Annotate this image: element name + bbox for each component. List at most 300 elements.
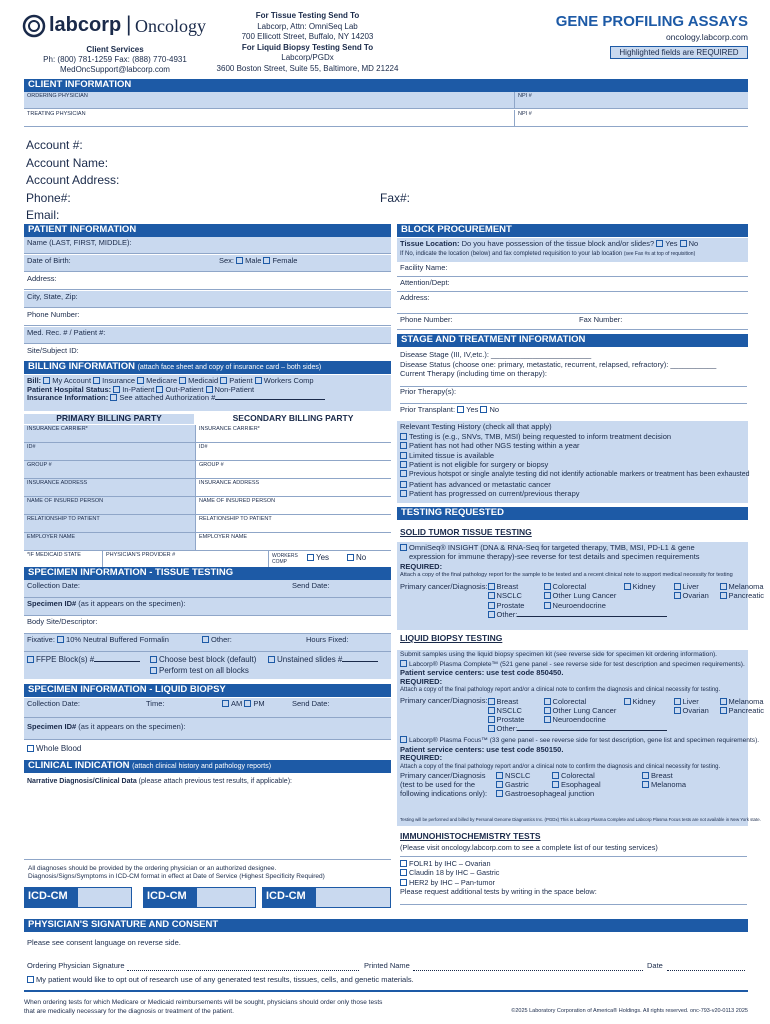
cancer-option: Melanoma: [728, 582, 764, 592]
history-checkbox[interactable]: [400, 481, 407, 488]
fixative-label: Fixative:: [27, 635, 55, 644]
client-info-header: CLIENT INFORMATION: [24, 79, 748, 92]
signature-header: PHYSICIAN'S SIGNATURE AND CONSENT: [24, 919, 748, 932]
cancer-option: Gastroesophageal junction: [505, 789, 595, 799]
cancer-checkbox[interactable]: [720, 707, 727, 714]
authorization-label: Authorization #: [165, 393, 216, 403]
cancer-option: Ovarian: [682, 705, 709, 715]
tissue-send-line1: Labcorp, Attn: OmniSeq Lab: [257, 21, 358, 31]
billing-title: BILLING INFORMATION: [28, 361, 135, 372]
secondary-insured-name[interactable]: NAME OF INSURED PERSON: [195, 497, 391, 515]
history-checkbox[interactable]: [400, 461, 407, 468]
dob-label: Date of Birth:: [27, 256, 71, 265]
patient-name-field[interactable]: Name (LAST, FIRST, MIDDLE):: [24, 237, 391, 254]
history-item: Patient is not eligible for surgery or biopsy: [409, 460, 549, 470]
bill-option: Medicare: [146, 376, 178, 385]
collection-date-label: Collection Date:: [27, 581, 80, 590]
cancer-option: Kidney: [632, 696, 656, 706]
formalin-checkbox[interactable]: [57, 636, 64, 643]
omniseq-checkbox[interactable]: [400, 544, 407, 551]
tissue-send-line2: 700 Ellicott Street, Buffalo, NY 14203: [241, 32, 374, 41]
hospital-option: In-Patient: [122, 384, 155, 394]
solid-tumor-title: SOLID TUMOR TISSUE TESTING: [400, 527, 532, 537]
ihc-title: IMMUNOHISTOCHEMISTRY TESTS: [400, 831, 541, 841]
bill-medicare-checkbox[interactable]: [137, 377, 144, 384]
current-therapy[interactable]: Current Therapy (including time on therapy):: [400, 369, 548, 379]
primary-billing-label: PRIMARY BILLING PARTY: [24, 414, 194, 424]
tissue-specimen-id-field[interactable]: [24, 598, 391, 616]
cancer-option: Colorectal: [552, 582, 587, 592]
tissue-location-field: [397, 238, 748, 262]
ihc-item: Claudin 18 by IHC – Gastric: [409, 868, 500, 877]
transplant-yes-checkbox[interactable]: [457, 406, 464, 413]
block-procurement-header: BLOCK PROCUREMENT: [397, 224, 748, 237]
transplant-no-checkbox[interactable]: [480, 406, 487, 413]
folr1-checkbox[interactable]: [400, 860, 407, 867]
icd-cm-label-1: ICD-CM: [24, 887, 77, 908]
bill-my-account-checkbox[interactable]: [43, 377, 50, 384]
bill-medicaid-checkbox[interactable]: [179, 377, 186, 384]
specimen-id-note: (as it appears on the specimen):: [78, 599, 186, 608]
cancer-option: Other:: [496, 609, 518, 619]
history-item: Patient has advanced or metastatic cancer: [409, 479, 551, 489]
liquid-send-date-label: Send Date:: [292, 699, 330, 708]
possession-no-checkbox[interactable]: [680, 240, 687, 247]
cancer-option: Breast: [496, 696, 519, 706]
liquid-biopsy-title: LIQUID BIOPSY TESTING: [400, 633, 503, 643]
secondary-relationship[interactable]: RELATIONSHIP TO PATIENT: [195, 515, 391, 533]
female-label: Female: [272, 256, 298, 265]
send-date-label: Send Date:: [292, 581, 330, 590]
unstained-label: Unstained slides #: [277, 655, 343, 664]
cancer-checkbox[interactable]: [624, 583, 631, 590]
cancer-option: Neuroendocrine: [552, 600, 606, 610]
history-checkbox[interactable]: [400, 490, 407, 497]
relevant-testing-label: Relevant Testing History (check all that apply): [400, 422, 552, 431]
signature-line[interactable]: [27, 962, 747, 972]
client-services-phone: Ph: (800) 781-1259 Fax: (888) 770-4931: [43, 55, 187, 64]
cancer-option: Liver: [682, 582, 699, 592]
block-address-field[interactable]: Address:: [397, 292, 748, 314]
relevant-testing-history: [397, 421, 748, 503]
provider-number-field[interactable]: PHYSICIAN'S PROVIDER #: [102, 551, 268, 568]
patient-address-field[interactable]: Address:: [24, 273, 391, 290]
cancer-option: Gastric: [505, 780, 529, 790]
history-item: Patient has progressed on current/previous therapy: [409, 489, 580, 499]
history-item: Limited tissue is available: [409, 450, 495, 460]
solid-tumor-section: [397, 542, 764, 630]
cancer-checkbox[interactable]: [488, 716, 495, 723]
cancer-option: Kidney: [632, 582, 656, 592]
npi-field-2[interactable]: NPI #: [514, 110, 748, 127]
primary-insurance-address[interactable]: INSURANCE ADDRESS: [24, 479, 195, 497]
submit-instruction: Submit samples using the liquid biopsy specimen kit (see reverse side for specimen kit ordering information).: [400, 651, 718, 658]
account-phone: Phone#:: [26, 190, 71, 205]
npi-field-1[interactable]: NPI #: [514, 92, 748, 109]
cancer-option: NSCLC: [505, 771, 531, 781]
ihc-request-line[interactable]: [400, 897, 747, 905]
biopsy-send-line1: Labcorp/PGDx: [281, 53, 334, 62]
narrative-field[interactable]: [24, 774, 391, 860]
logo-text: labcorp: [49, 14, 122, 36]
patient-site-field[interactable]: Site/Subject ID:: [24, 345, 391, 362]
account-number: Account #:: [26, 138, 83, 152]
cancer-checkbox[interactable]: [552, 772, 559, 779]
history-checkbox[interactable]: [400, 442, 407, 449]
see-attached-checkbox[interactable]: [110, 394, 117, 401]
focus-primary-label-1: Primary cancer/Diagnosis: [400, 771, 486, 781]
cancer-checkbox[interactable]: [720, 698, 727, 705]
yes-label: Yes: [466, 405, 479, 415]
primary-group[interactable]: GROUP #: [24, 461, 195, 479]
cancer-option: Pancreatic: [728, 591, 764, 601]
focus-required-label: REQUIRED:: [400, 753, 443, 763]
cancer-option: Colorectal: [561, 771, 595, 781]
omniseq-desc-1: OmniSeq® INSIGHT (DNA & RNA-Seq for targeted therapy, TMB, MSI, PD-L1 & gene: [409, 543, 695, 552]
liquid-collection-field: [24, 698, 391, 718]
disease-stage[interactable]: Disease Stage (III, IV,etc.): ________________________: [400, 350, 592, 359]
liquid-cancer-grid: [488, 697, 764, 733]
formalin-label: 10% Neutral Buffered Formalin: [66, 635, 169, 644]
hospital-option: Out-Patient: [165, 384, 204, 394]
bill-patient-checkbox[interactable]: [220, 377, 227, 384]
am-label: AM: [231, 699, 243, 708]
no-label: No: [356, 553, 367, 562]
bill-option: Insurance: [102, 376, 136, 385]
narrative-note: (please attach previous test results, if applicable):: [138, 778, 292, 785]
opt-out-checkbox[interactable]: [27, 976, 34, 983]
ihc-item: FOLR1 by IHC – Ovarian: [409, 858, 491, 868]
possession-yes-checkbox[interactable]: [656, 240, 663, 247]
liquid-biopsy-section: [397, 650, 764, 826]
history-checkbox[interactable]: [400, 470, 407, 477]
block-phone-field[interactable]: [397, 314, 748, 330]
copyright: ©2025 Laboratory Corporation of America® Holdings. All rights reserved. onc-793-v20-0113 2025: [511, 1008, 748, 1014]
cancer-option: Melanoma: [728, 696, 764, 706]
block-fax-label: Fax Number:: [579, 315, 623, 324]
logo-subtitle: Oncology: [135, 16, 206, 36]
cancer-checkbox[interactable]: [496, 781, 503, 788]
sex-label: Sex:: [219, 256, 235, 265]
cancer-checkbox[interactable]: [674, 698, 681, 705]
focus-cancer-grid: [496, 771, 686, 798]
her2-checkbox[interactable]: [400, 879, 407, 886]
plasma-focus-code: Patient service centers: use test code 850150.: [400, 744, 564, 754]
labcorp-logo-icon: [22, 14, 46, 38]
cancer-checkbox[interactable]: [544, 698, 551, 705]
liquid-required-label: REQUIRED:: [400, 676, 443, 686]
cancer-option: Pancreatic: [728, 705, 764, 715]
cancer-checkbox[interactable]: [544, 716, 551, 723]
plasma-focus-checkbox[interactable]: [400, 736, 407, 743]
history-item: Testing is (e.g., SNVs, TMB, MSI) being requested to inform treatment decision: [409, 431, 672, 441]
history-checkbox[interactable]: [400, 433, 407, 440]
focus-primary-label-2: (test to be used for the: [400, 780, 476, 790]
see-attached-label: See attached: [119, 393, 164, 403]
primary-employer[interactable]: EMPLOYER NAME: [24, 533, 195, 551]
treating-physician-field[interactable]: TREATING PHYSICIAN: [24, 110, 514, 127]
billing-info-header: [24, 361, 391, 374]
narrative-label: Narrative Diagnosis/Clinical Data: [27, 778, 137, 785]
fixative-other-label: Other:: [211, 635, 232, 644]
specimen-tissue-header: SPECIMEN INFORMATION - TISSUE TESTING: [24, 567, 391, 580]
cancer-checkbox[interactable]: [488, 583, 495, 590]
best-block-label: Choose best block (default): [159, 655, 257, 664]
cancer-option: Melanoma: [651, 780, 687, 790]
cancer-checkbox[interactable]: [642, 781, 649, 788]
cancer-checkbox[interactable]: [544, 592, 551, 599]
plasma-focus-desc: Labcorp® Plasma Focus™ (33 gene panel - see reverse side for test description, gene list and specimen requirements).: [409, 736, 760, 744]
specimen-id-label: Specimen ID#: [27, 599, 77, 608]
if-no-instruction: If No, indicate the location (below) and fax completed requisition to your lab location: [400, 251, 623, 257]
history-item: Previous hotspot or single analyte testing did not identify actionable markers or treatment has been exhausted: [409, 470, 750, 478]
bill-label: Bill:: [27, 376, 42, 385]
pm-label: PM: [253, 699, 265, 708]
ordering-physician-field[interactable]: ORDERING PHYSICIAN: [24, 92, 514, 109]
claudin-checkbox[interactable]: [400, 869, 407, 876]
cancer-checkbox[interactable]: [674, 583, 681, 590]
hours-fixed-label: Hours Fixed:: [306, 635, 349, 644]
workers-comp-yes-checkbox[interactable]: [307, 554, 314, 561]
consent-note: Please see consent language on reverse side.: [27, 938, 181, 947]
specimen-liquid-header: SPECIMEN INFORMATION - LIQUID BIOPSY: [24, 684, 391, 697]
tissue-location-label: Tissue Location:: [400, 239, 460, 248]
secondary-billing-label: SECONDARY BILLING PARTY: [232, 413, 354, 423]
male-label: Male: [245, 256, 262, 265]
secondary-insurance-carrier[interactable]: INSURANCE CARRIER*: [195, 425, 391, 443]
focus-primary-label-3: following indications only):: [400, 789, 488, 799]
facility-name-field[interactable]: Facility Name:: [397, 262, 748, 277]
cancer-option: NSCLC: [496, 705, 522, 715]
icd-cm-field-3[interactable]: [315, 887, 391, 908]
biopsy-send-title: For Liquid Biopsy Testing Send To: [241, 42, 374, 52]
cancer-checkbox[interactable]: [544, 583, 551, 590]
cancer-option: Other:: [496, 723, 518, 733]
disease-status[interactable]: Disease Status (choose one: primary, metastatic, recurrent, relapsed, refractory): ___________: [400, 359, 717, 369]
clinical-subtitle: (attach clinical history and pathology reports): [132, 763, 272, 770]
ffpe-checkbox[interactable]: [27, 656, 34, 663]
opt-out-option: [27, 976, 414, 985]
required-note: Highlighted fields are REQUIRED: [610, 46, 748, 59]
bill-option: Patient: [229, 376, 253, 385]
cancer-checkbox[interactable]: [642, 772, 649, 779]
cancer-option: Prostate: [496, 714, 525, 724]
all-blocks-label: Perform test on all blocks: [159, 666, 249, 675]
account-address: Account Address:: [26, 173, 120, 187]
prior-therapy[interactable]: Prior Therapy(s):: [400, 386, 457, 396]
solid-attach-note: Attach a copy of the final pathology report for the sample to be tested and a recent clinical note to support medical necessity for testing: [400, 571, 733, 578]
icd-cm-field-1[interactable]: [77, 887, 132, 908]
non-patient-checkbox[interactable]: [206, 386, 213, 393]
cancer-checkbox[interactable]: [488, 602, 495, 609]
attention-dept-field[interactable]: Attention/Dept:: [397, 277, 748, 292]
cancer-option: Liver: [682, 696, 699, 706]
plasma-complete-checkbox[interactable]: [400, 660, 407, 667]
cancer-option: Esophageal: [561, 780, 601, 790]
cancer-option: Ovarian: [682, 591, 709, 601]
bill-option: Workers Comp: [263, 376, 314, 385]
bill-option: Medicaid: [188, 376, 219, 385]
hospital-option: Non-Patient: [214, 384, 255, 394]
focus-attach-note: Attach a copy of the final pathology report and/or a clinical note to confirm the diagnosis and clinical necessity for testing.: [400, 763, 721, 770]
client-services-label: Client Services: [86, 45, 144, 54]
cancer-checkbox[interactable]: [624, 698, 631, 705]
yes-label: Yes: [316, 553, 330, 562]
whole-blood-label: Whole Blood: [36, 744, 82, 753]
medicaid-state-field[interactable]: *IF MEDICAID STATE: [24, 551, 102, 568]
stage-treatment-header: STAGE AND TREATMENT INFORMATION: [397, 334, 748, 347]
unstained-checkbox[interactable]: [268, 656, 275, 663]
insurance-info-label: Insurance Information:: [27, 393, 109, 403]
patient-medrec-field[interactable]: Med. Rec. # / Patient #:: [24, 327, 391, 344]
cancer-checkbox[interactable]: [496, 790, 503, 797]
bill-workers-comp-checkbox[interactable]: [255, 377, 262, 384]
omniseq-desc-2: expression for immune therapy)-see reverse for test details and specimen requirements: [409, 552, 700, 562]
liquid-specimen-id-field[interactable]: [24, 718, 391, 740]
primary-insured-name[interactable]: NAME OF INSURED PERSON: [24, 497, 195, 515]
secondary-employer[interactable]: EMPLOYER NAME: [195, 533, 391, 551]
ffpe-options: [24, 652, 391, 679]
liquid-specimen-id-label: Specimen ID#: [27, 722, 77, 731]
cancer-option: Breast: [651, 771, 673, 781]
workers-comp-label: WORKERS COMP: [272, 553, 298, 565]
client-services-email: MedOncSupport@labcorp.com: [60, 65, 170, 74]
cancer-option: Other Lung Cancer: [552, 591, 617, 601]
history-item: Patient has not had other NGS testing within a year: [409, 441, 580, 451]
liquid-primary-label: Primary cancer/Diagnosis:: [400, 695, 488, 705]
cancer-checkbox[interactable]: [488, 592, 495, 599]
bill-insurance-checkbox[interactable]: [93, 377, 100, 384]
workers-comp-field: [268, 551, 391, 568]
cancer-option: Other Lung Cancer: [552, 705, 617, 715]
tissue-collection-date-field[interactable]: [24, 580, 391, 598]
workers-comp-no-checkbox[interactable]: [347, 554, 354, 561]
cancer-checkbox[interactable]: [674, 707, 681, 714]
primary-insurance-id[interactable]: ID#: [24, 443, 195, 461]
cancer-checkbox[interactable]: [488, 725, 495, 732]
time-label: Time:: [146, 699, 165, 708]
ihc-request-note: Please request additional tests by writing in the space below:: [400, 887, 597, 896]
no-label: No: [688, 239, 699, 248]
tissue-location-question: Do you have possession of the tissue block and/or slides?: [461, 239, 655, 248]
printed-name-label: Printed Name: [364, 961, 410, 970]
liquid-collection-label: Collection Date:: [27, 699, 80, 708]
cancer-checkbox[interactable]: [552, 781, 559, 788]
cancer-checkbox[interactable]: [674, 592, 681, 599]
fixative-other-checkbox[interactable]: [202, 636, 209, 643]
plasma-complete-desc: Labcorp® Plasma Complete™ (521 gene panel - see reverse side for test description and specimen requirements).: [409, 660, 745, 668]
primary-insurance-carrier[interactable]: INSURANCE CARRIER*: [24, 425, 195, 443]
no-label: No: [489, 405, 500, 415]
tissue-send-title: For Tissue Testing Send To: [255, 11, 360, 20]
cancer-option: Colorectal: [552, 696, 587, 706]
whole-blood-option: [27, 744, 81, 753]
icd-cm-field-2[interactable]: [196, 887, 256, 908]
cancer-option: NSCLC: [496, 591, 522, 601]
solid-primary-label: Primary cancer/Diagnosis:: [400, 582, 488, 592]
clinical-title: CLINICAL INDICATION: [28, 760, 130, 771]
block-phone-label: Phone Number:: [400, 315, 453, 324]
cancer-checkbox[interactable]: [488, 707, 495, 714]
best-block-checkbox[interactable]: [150, 656, 157, 663]
diagnosis-note-1: All diagnoses should be provided by the ordering physician or an authorized designee.: [28, 865, 277, 872]
testing-requested-header: TESTING REQUESTED: [397, 507, 748, 520]
cancer-checkbox[interactable]: [488, 611, 495, 618]
solid-cancer-grid: [488, 582, 764, 619]
billing-subtitle: (attach face sheet and copy of insurance card – both sides): [137, 364, 322, 371]
cancer-option: Prostate: [496, 600, 525, 610]
pm-checkbox[interactable]: [244, 700, 251, 707]
whole-blood-checkbox[interactable]: [27, 745, 34, 752]
primary-relationship[interactable]: RELATIONSHIP TO PATIENT: [24, 515, 195, 533]
prior-transplant-label: Prior Transplant:: [400, 405, 456, 415]
male-checkbox[interactable]: [236, 257, 243, 264]
am-checkbox[interactable]: [222, 700, 229, 707]
medicare-note-1: When ordering tests for which Medicare or Medicaid reimbursements will be sought, physicians should order only those tests: [24, 999, 383, 1006]
hospital-status-label: Patient Hospital Status:: [27, 384, 112, 394]
account-fax: Fax#:: [380, 190, 411, 205]
patient-info-header: PATIENT INFORMATION: [24, 224, 391, 237]
cancer-checkbox[interactable]: [496, 772, 503, 779]
opt-out-label: My patient would like to opt out of research use of any generated test results, tissues, cells, and genetic materials.: [36, 975, 414, 984]
secondary-insurance-address[interactable]: INSURANCE ADDRESS: [195, 479, 391, 497]
clinical-indication-header: [24, 760, 391, 773]
website: oncology.labcorp.com: [665, 32, 748, 42]
body-site-field[interactable]: Body Site/Descriptor:: [24, 616, 391, 634]
yes-label: Yes: [665, 239, 678, 248]
icd-cm-label-2: ICD-CM: [143, 887, 196, 908]
medicare-note-2: that are medically necessary for the diagnosis or treatment of the patient.: [24, 1007, 234, 1015]
all-blocks-checkbox[interactable]: [150, 667, 157, 674]
billing-options: [24, 375, 391, 411]
if-no-note: (see Fax #s at top of requisition): [623, 251, 696, 257]
labcorp-logo: [22, 12, 212, 42]
patient-phone-field[interactable]: Phone Number:: [24, 309, 391, 326]
history-checkbox[interactable]: [400, 452, 407, 459]
cancer-checkbox[interactable]: [488, 698, 495, 705]
account-email: Email:: [26, 208, 60, 222]
bill-option: My Account: [52, 376, 92, 385]
in-patient-checkbox[interactable]: [113, 386, 120, 393]
form-title: GENE PROFILING ASSAYS: [555, 13, 748, 30]
date-label: Date: [647, 961, 663, 970]
diagnosis-note-2: Diagnosis/Signs/Symptoms in ICD-CM format in effect at Date of Service (Highest Specificity Required): [28, 873, 325, 880]
cancer-option: Neuroendocrine: [552, 714, 606, 724]
ordering-signature-label: Ordering Physician Signature: [27, 961, 125, 970]
liquid-specimen-id-note: (as it appears on the specimen):: [78, 722, 186, 731]
cancer-option: Breast: [496, 582, 519, 592]
patient-city-field[interactable]: City, State, Zip:: [24, 291, 391, 308]
cancer-checkbox[interactable]: [720, 592, 727, 599]
fixative-field: [24, 634, 391, 652]
ihc-item: HER2 by IHC – Pan-tumor: [409, 877, 495, 887]
out-patient-checkbox[interactable]: [156, 386, 163, 393]
biopsy-send-line2: 3600 Boston Street, Suite 55, Baltimore, MD 21224: [216, 63, 399, 73]
secondary-group[interactable]: GROUP #: [195, 461, 391, 479]
cancer-checkbox[interactable]: [544, 707, 551, 714]
secondary-insurance-id[interactable]: ID#: [195, 443, 391, 461]
icd-cm-label-3: ICD-CM: [262, 887, 315, 908]
pgdx-footnote: Testing will be performed and billed by Personal Genome Diagnostics Inc. (PGDx) This is Labcorp Plasma Complete and Labcorp Plasma Focus tests are not available in New York state.: [400, 817, 761, 822]
cancer-checkbox[interactable]: [720, 583, 727, 590]
patient-dob-field[interactable]: [24, 255, 391, 272]
cancer-checkbox[interactable]: [544, 602, 551, 609]
plasma-complete-code: Patient service centers: use test code 850450.: [400, 668, 564, 678]
female-checkbox[interactable]: [263, 257, 270, 264]
solid-required-label: REQUIRED:: [400, 561, 443, 571]
liquid-attach-note: Attach a copy of the final pathology report and/or a clinical note to confirm the diagnosis and clinical necessity for testing.: [400, 687, 721, 694]
logo-divider: |: [126, 13, 132, 36]
